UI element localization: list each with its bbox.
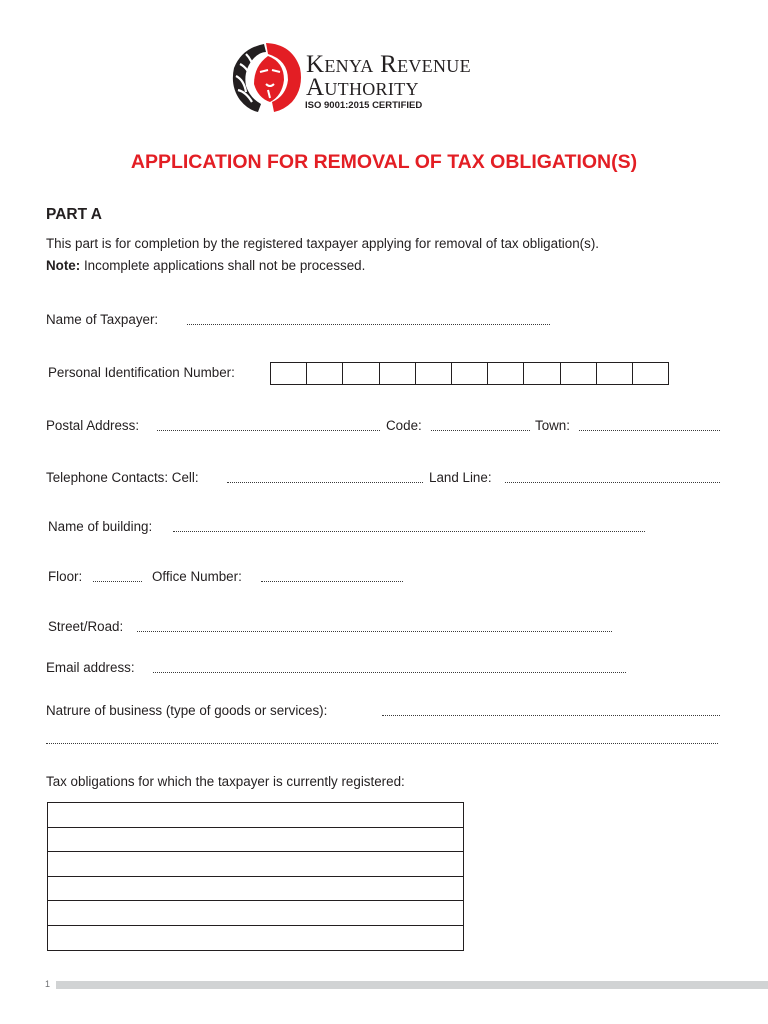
table-row[interactable] (48, 877, 463, 902)
table-row[interactable] (48, 852, 463, 877)
certification-label: ISO 9001:2015 CERTIFIED (305, 100, 423, 111)
nature-of-business-field-continuation[interactable] (46, 743, 718, 744)
pin-digit-box[interactable] (452, 363, 488, 384)
building-label: Name of building: (48, 519, 153, 534)
name-of-taxpayer-label: Name of Taxpayer: (46, 312, 159, 327)
code-label: Code: (386, 418, 422, 433)
pin-digit-box[interactable] (597, 363, 633, 384)
office-number-label: Office Number: (152, 569, 242, 584)
part-heading: PART A (46, 206, 102, 223)
nature-of-business-field[interactable] (382, 715, 720, 716)
building-field[interactable] (173, 531, 645, 532)
code-field[interactable] (431, 430, 530, 431)
telephone-cell-label: Telephone Contacts: Cell: (46, 470, 199, 485)
pin-boxes (270, 362, 669, 385)
telephone-cell-field[interactable] (227, 482, 423, 483)
pin-digit-box[interactable] (307, 363, 343, 384)
page-number: 1 (45, 979, 51, 989)
street-label: Street/Road: (48, 619, 124, 634)
postal-address-label: Postal Address: (46, 418, 140, 433)
footer-bar (56, 981, 768, 989)
pin-digit-box[interactable] (633, 363, 668, 384)
pin-digit-box[interactable] (271, 363, 307, 384)
kra-lion-logo-icon (228, 40, 304, 114)
land-line-label: Land Line: (429, 470, 492, 485)
land-line-field[interactable] (505, 482, 720, 483)
note-line (46, 258, 365, 274)
pin-digit-box[interactable] (561, 363, 597, 384)
office-number-field[interactable] (261, 581, 403, 582)
email-field[interactable] (153, 672, 626, 673)
form-title: APPLICATION FOR REMOVAL OF TAX OBLIGATION(S) (130, 151, 638, 173)
floor-label: Floor: (48, 569, 83, 584)
table-row[interactable] (48, 901, 463, 926)
table-row[interactable] (48, 926, 463, 950)
pin-digit-box[interactable] (488, 363, 524, 384)
table-row[interactable] (48, 803, 463, 828)
pin-digit-box[interactable] (380, 363, 416, 384)
note-label: Note: (46, 258, 81, 273)
tax-obligations-table (47, 802, 464, 951)
pin-digit-box[interactable] (524, 363, 560, 384)
name-of-taxpayer-field[interactable] (187, 324, 550, 325)
tax-obligations-label: Tax obligations for which the taxpayer is currently registered: (46, 774, 405, 789)
pin-label: Personal Identification Number: (48, 365, 235, 380)
part-intro-text: This part is for completion by the registered taxpayer applying for removal of tax obligation(s). (46, 236, 599, 251)
street-field[interactable] (137, 631, 612, 632)
town-field[interactable] (579, 430, 720, 431)
email-label: Email address: (46, 660, 135, 675)
note-text: Incomplete applications shall not be processed. (83, 258, 366, 273)
pin-digit-box[interactable] (343, 363, 379, 384)
floor-field[interactable] (93, 581, 142, 582)
nature-of-business-label: Natrure of business (type of goods or services): (46, 703, 328, 718)
town-label: Town: (535, 418, 570, 433)
postal-address-field[interactable] (157, 430, 380, 431)
table-row[interactable] (48, 828, 463, 853)
org-name-line2: Authority (306, 74, 419, 101)
pin-digit-box[interactable] (416, 363, 452, 384)
org-name-line1: Kenya Revenue (306, 51, 471, 78)
